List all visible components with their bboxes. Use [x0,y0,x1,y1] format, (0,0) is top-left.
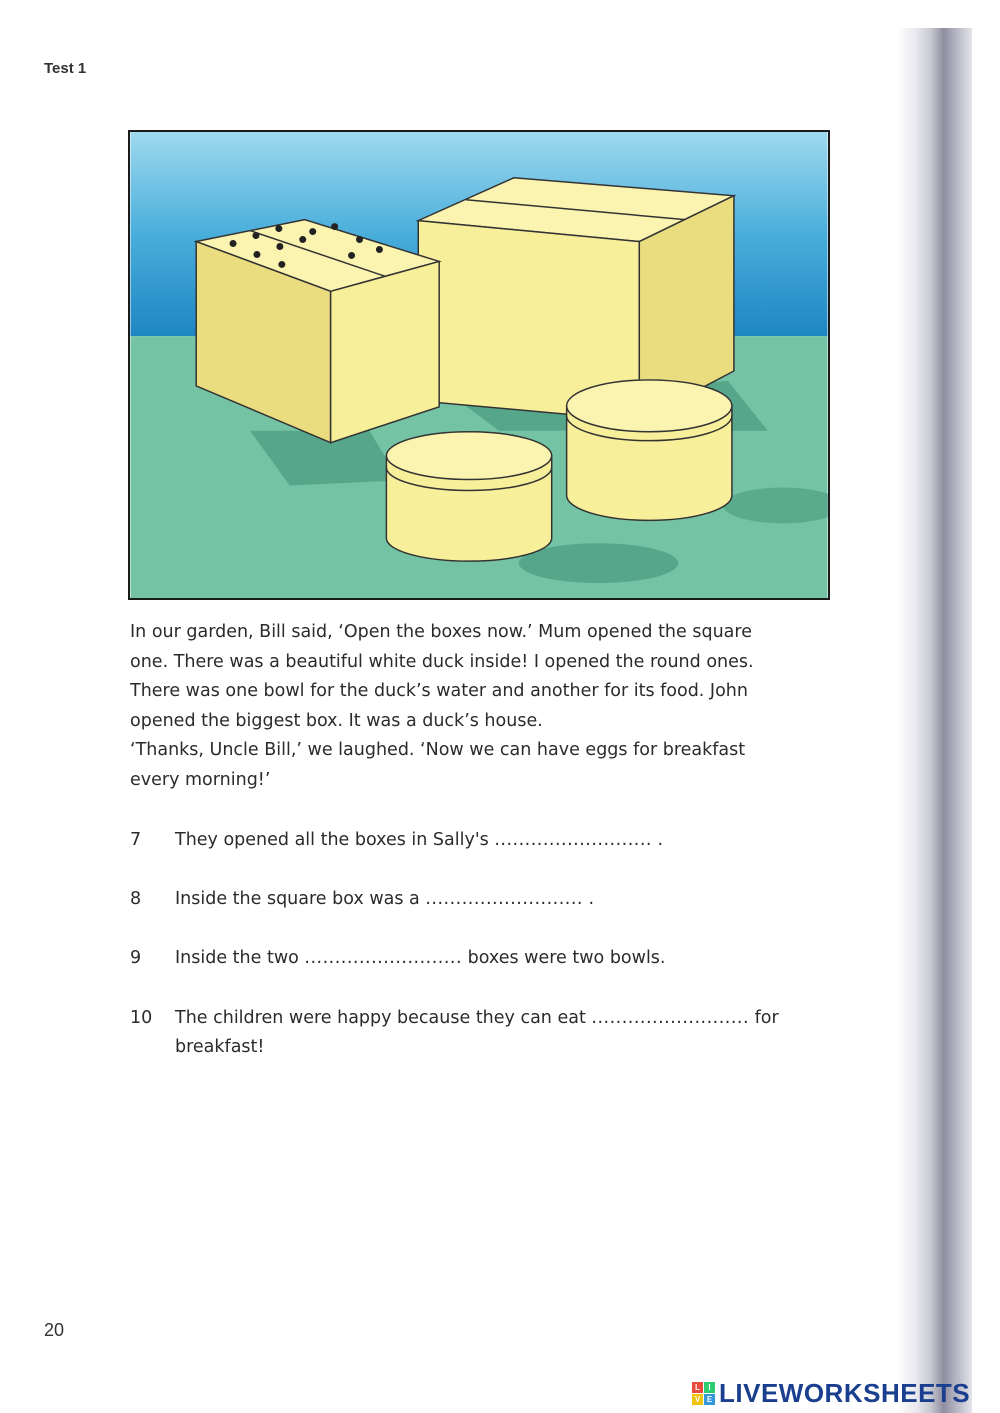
boxes-illustration [128,130,830,600]
question-8 [130,885,830,914]
page-number: 20 [44,1320,65,1340]
question-number: 8 [130,889,142,909]
question-text: The children were happy because they can eat .......................... for breakfast! [175,1008,779,1057]
answer-blank[interactable]: .......................... [494,830,652,850]
story-line: every morning!’ [130,769,271,790]
question-text: Inside the two .......................... boxes were two bowls. [175,948,666,968]
question-10 [130,1004,830,1062]
test-label: Test 1 [44,60,87,77]
round-box-small [386,432,551,561]
story-line: one. There was a beautiful white duck inside! I opened the round ones. [130,651,754,672]
story-line: In our garden, Bill said, ‘Open the boxes now.’ Mum opened the square [130,622,752,642]
round-box-large [567,380,732,520]
logo-text: LIVEWORKSHEETS [719,1378,971,1408]
answer-blank[interactable]: .......................... [591,1008,750,1028]
story-line: opened the biggest box. It was a duck’s house. [130,710,543,731]
question-number: 9 [130,948,142,968]
logo-icon: L I V E [692,1382,715,1405]
question-text: Inside the square box was a .......................... . [175,889,595,909]
story-text [130,618,830,795]
question-7 [130,826,830,855]
answer-blank[interactable]: .......................... [425,889,583,909]
question-number: 10 [130,1008,153,1028]
question-9 [130,944,830,973]
question-text: They opened all the boxes in Sally's .......................... . [175,830,664,850]
book-spine-shadow [897,28,972,1413]
answer-blank[interactable]: .......................... [304,948,463,968]
question-number: 7 [130,830,142,850]
liveworksheets-logo [692,1378,970,1409]
story-line: ‘Thanks, Uncle Bill,’ we laughed. ‘Now we can have eggs for breakfast [130,740,746,760]
story-line: There was one bowl for the duck’s water and another for its food. John [130,681,748,701]
boxes-illustration-svg [130,132,828,598]
